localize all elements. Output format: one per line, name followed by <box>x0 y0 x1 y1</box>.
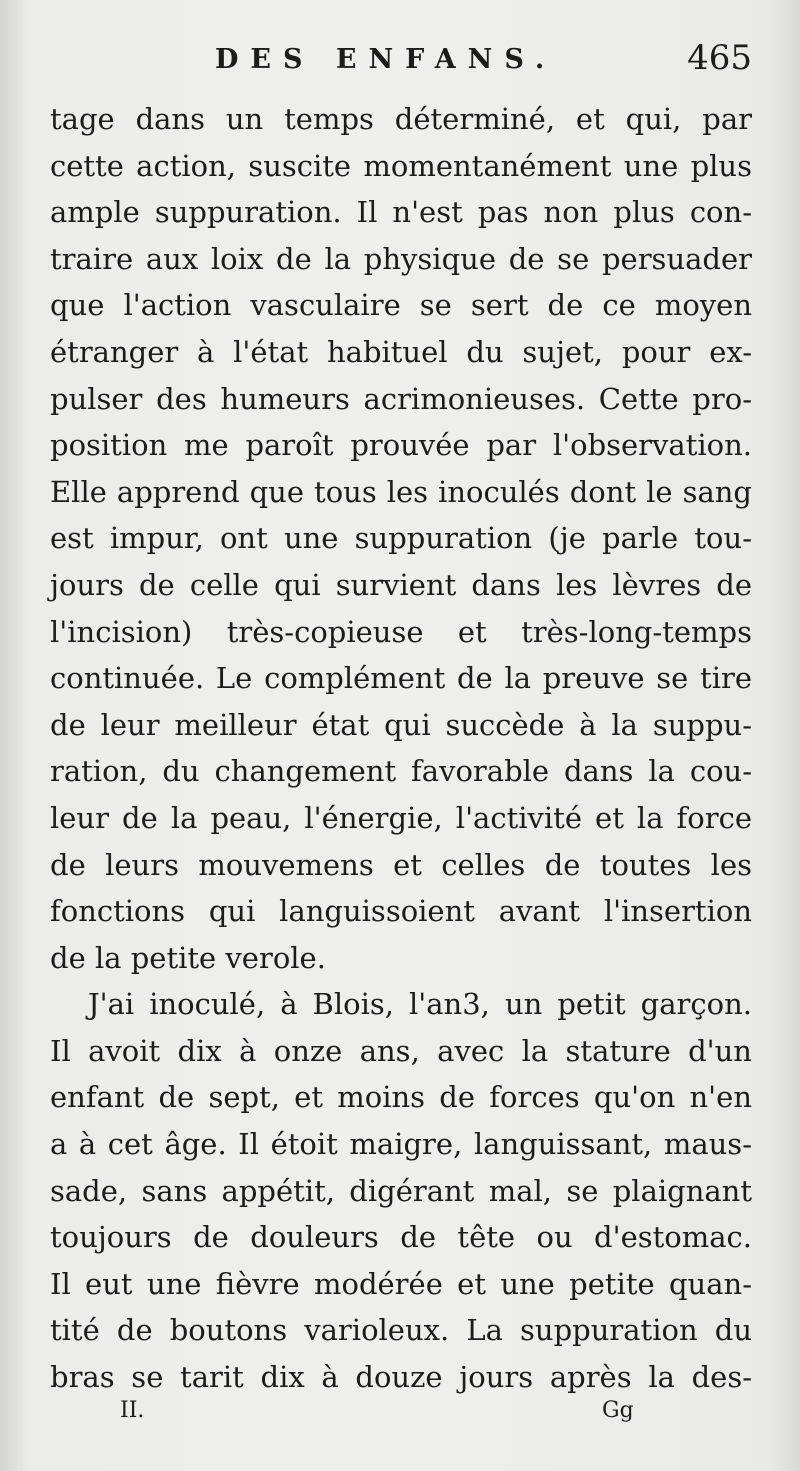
text-line: cette action, suscite momentanément une plus <box>50 148 752 183</box>
text-line: étranger à l'état habituel du sujet, pour ex- <box>50 334 752 369</box>
running-head <box>50 38 752 88</box>
page-footer <box>50 1398 750 1434</box>
text-line: toujours de douleurs de tête ou d'estomac. <box>50 1220 752 1255</box>
text-line: pulser des humeurs acrimonieuses. Cette pro- <box>50 381 752 416</box>
catchword: Gg <box>602 1398 634 1423</box>
text-line: bras se tarit dix à douze jours après la des- <box>50 1360 752 1395</box>
text-line: a à cet âge. Il étoit maigre, languissant, maus- <box>50 1127 752 1162</box>
text-line: de leur meilleur état qui succède à la suppu- <box>50 707 752 742</box>
text-line: fonctions qui languissoient avant l'insertion <box>50 894 752 929</box>
paragraph-start-line: J'ai inoculé, à Blois, l'an3, un petit garçon. <box>88 987 752 1022</box>
text-line: position me paroît prouvée par l'observation. <box>50 428 752 463</box>
text-line: tité de boutons varioleux. La suppuration du <box>50 1313 752 1348</box>
text-line: de leurs mouvemens et celles de toutes les <box>50 847 752 882</box>
text-line: enfant de sept, et moins de forces qu'on n'en <box>50 1080 752 1115</box>
body-text <box>50 96 752 1401</box>
paragraph-end-line: de la petite verole. <box>50 940 326 975</box>
text-line: jours de celle qui survient dans les lèvres de <box>50 567 752 602</box>
page-number: 465 <box>687 38 752 78</box>
text-line: sade, sans appétit, digérant mal, se plaignant <box>50 1173 752 1208</box>
text-line: est impur, ont une suppuration (je parle tou- <box>50 521 752 556</box>
text-line: continuée. Le complément de la preuve se tire <box>50 661 752 696</box>
text-line: leur de la peau, l'énergie, l'activité et la force <box>50 800 752 835</box>
text-line: ample suppuration. Il n'est pas non plus con- <box>50 195 752 230</box>
text-line: que l'action vasculaire se sert de ce moyen <box>50 288 752 323</box>
text-line: Elle apprend que tous les inoculés dont le sang <box>50 474 752 509</box>
signature-mark: II. <box>120 1398 145 1423</box>
text-line: tage dans un temps déterminé, et qui, par <box>50 102 752 136</box>
running-title: DES ENFANS. <box>215 44 557 75</box>
text-line: l'incision) très-copieuse et très-long-temps <box>50 614 752 649</box>
text-line: Il eut une fièvre modérée et une petite quan- <box>50 1266 752 1301</box>
text-line: ration, du changement favorable dans la cou- <box>50 754 752 789</box>
text-line: Il avoit dix à onze ans, avec la stature d'un <box>50 1033 752 1068</box>
text-line: traire aux loix de la physique de se persuader <box>50 241 752 276</box>
